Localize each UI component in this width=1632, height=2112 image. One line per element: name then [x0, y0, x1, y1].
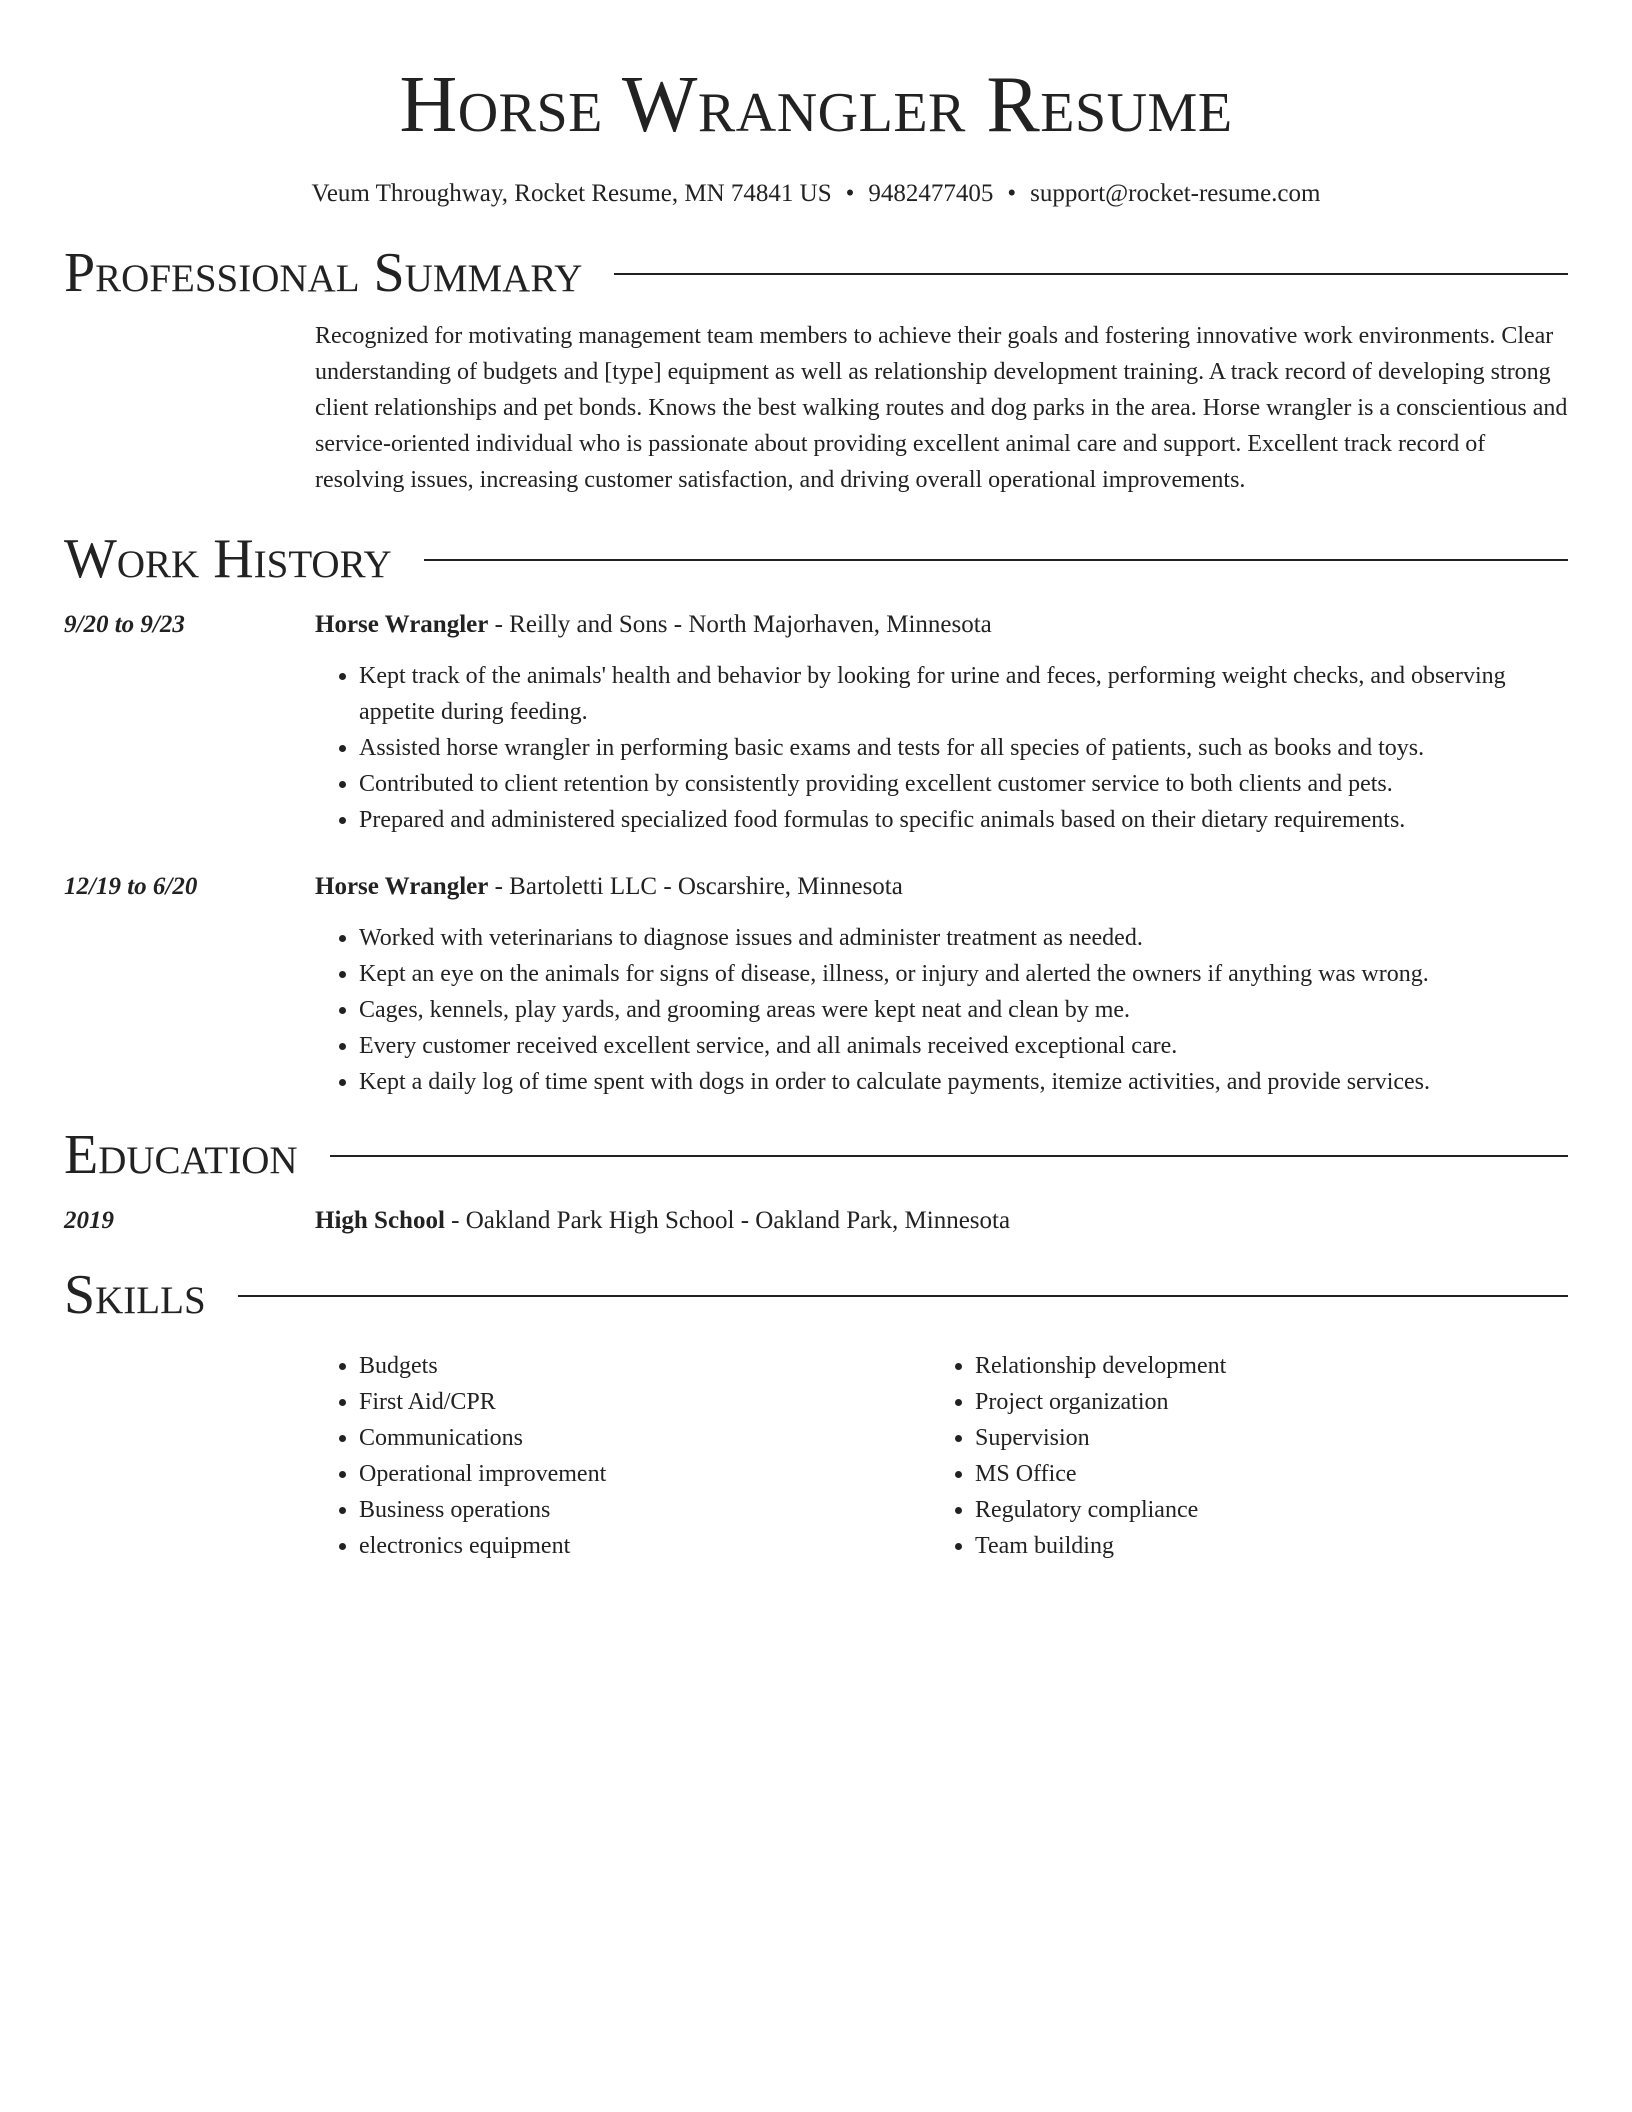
job-bullet: • Kept track of the animals' health and behavior by looking for urine and feces, performing weight checks, and observing appetite during feeding.: [359, 658, 1568, 730]
section-title-skills: Skills: [64, 1264, 206, 1326]
skill-item: • Team building: [975, 1528, 1547, 1564]
section-divider: [614, 273, 1568, 275]
skill-item: • First Aid/CPR: [359, 1384, 931, 1420]
section-divider: [424, 559, 1568, 561]
skill-item: • Relationship development: [975, 1348, 1547, 1384]
job-dates: 9/20 to 9/23: [64, 611, 185, 638]
skills-column-right: [931, 1348, 1547, 1564]
job-bullet: • Kept an eye on the animals for signs of disease, illness, or injury and alerted the owners if anything was wrong.: [359, 956, 1568, 992]
job-entry: [64, 608, 1568, 838]
job-title-line: [315, 608, 1568, 642]
section-title-work-history: Work History: [64, 528, 392, 590]
section-divider: [238, 1295, 1568, 1297]
skill-item: • MS Office: [975, 1456, 1547, 1492]
contact-address: Veum Throughway, Rocket Resume, MN 74841 US: [311, 180, 832, 207]
section-divider: [330, 1155, 1568, 1157]
job-header: [64, 608, 1568, 642]
job-header: [64, 870, 1568, 904]
skill-item: • electronics equipment: [359, 1528, 931, 1564]
resume-title: Horse Wrangler Resume: [399, 61, 1233, 149]
education-line: [315, 1204, 1568, 1238]
skill-item: • Business operations: [359, 1492, 931, 1528]
job-bullets: [315, 658, 1568, 838]
education-degree: High School: [315, 1207, 445, 1234]
job-bullet: • Prepared and administered specialized food formulas to specific animals based on their dietary requirements.: [359, 802, 1568, 838]
contact-email: support@rocket-resume.com: [1030, 180, 1321, 207]
contact-line: [64, 178, 1568, 210]
education-year: 2019: [64, 1207, 114, 1234]
job-company-location: - Reilly and Sons - North Majorhaven, Minnesota: [488, 611, 992, 638]
job-title-line: [315, 870, 1568, 904]
job-entry: [64, 870, 1568, 1100]
job-dates: 12/19 to 6/20: [64, 873, 198, 900]
job-bullet: • Contributed to client retention by consistently providing excellent customer service to both clients and pets.: [359, 766, 1568, 802]
job-bullets-container: [315, 658, 1568, 838]
skill-item: • Communications: [359, 1420, 931, 1456]
skill-item: • Supervision: [975, 1420, 1547, 1456]
education-school-location: - Oakland Park High School - Oakland Park, Minnesota: [444, 1207, 1011, 1234]
section-header-education: [64, 1122, 1568, 1188]
job-bullet: • Every customer received excellent service, and all animals received exceptional care.: [359, 1028, 1568, 1064]
job-title: Horse Wrangler: [315, 873, 489, 900]
skill-item: • Regulatory compliance: [975, 1492, 1547, 1528]
section-title-education: Education: [64, 1124, 298, 1186]
contact-separator: •: [1007, 180, 1017, 207]
job-company-location: - Bartoletti LLC - Oscarshire, Minnesota: [488, 873, 903, 900]
skill-item: • Budgets: [359, 1348, 931, 1384]
contact-phone: 9482477405: [868, 180, 994, 207]
section-header-skills: [64, 1262, 1568, 1328]
job-bullet: • Kept a daily log of time spent with dogs in order to calculate payments, itemize activities, and provide services.: [359, 1064, 1568, 1100]
job-bullets: [315, 920, 1568, 1100]
summary-paragraph: Recognized for motivating management team members to achieve their goals and fostering innovative work environments. Clear understanding of budgets and [type] equipment as well as relationship development training. A track record of developing strong client relationships and pet bonds. Knows the best walking routes and dog parks in the area. Horse wrangler is a conscientious and service-oriented individual who is passionate about providing excellent animal care and support. Excellent track record of resolving issues, increasing customer satisfaction, and driving overall operational improvements.: [315, 323, 1568, 493]
skill-item: • Project organization: [975, 1384, 1547, 1420]
job-bullet: • Cages, kennels, play yards, and grooming areas were kept neat and clean by me.: [359, 992, 1568, 1028]
skills-column-left: [315, 1348, 931, 1564]
skills-list: [315, 1348, 1568, 1564]
resume-page: [64, 0, 1568, 1564]
education-entry: [64, 1204, 1568, 1238]
contact-separator: •: [845, 180, 855, 207]
section-header-summary: [64, 240, 1568, 306]
job-bullet: • Assisted horse wrangler in performing basic exams and tests for all species of patients, such as books and toys.: [359, 730, 1568, 766]
job-bullets-container: [315, 920, 1568, 1100]
job-bullet: • Worked with veterinarians to diagnose issues and administer treatment as needed.: [359, 920, 1568, 956]
section-title-summary: Professional Summary: [64, 242, 583, 304]
skill-item: • Operational improvement: [359, 1456, 931, 1492]
job-title: Horse Wrangler: [315, 611, 489, 638]
section-header-work-history: [64, 526, 1568, 592]
